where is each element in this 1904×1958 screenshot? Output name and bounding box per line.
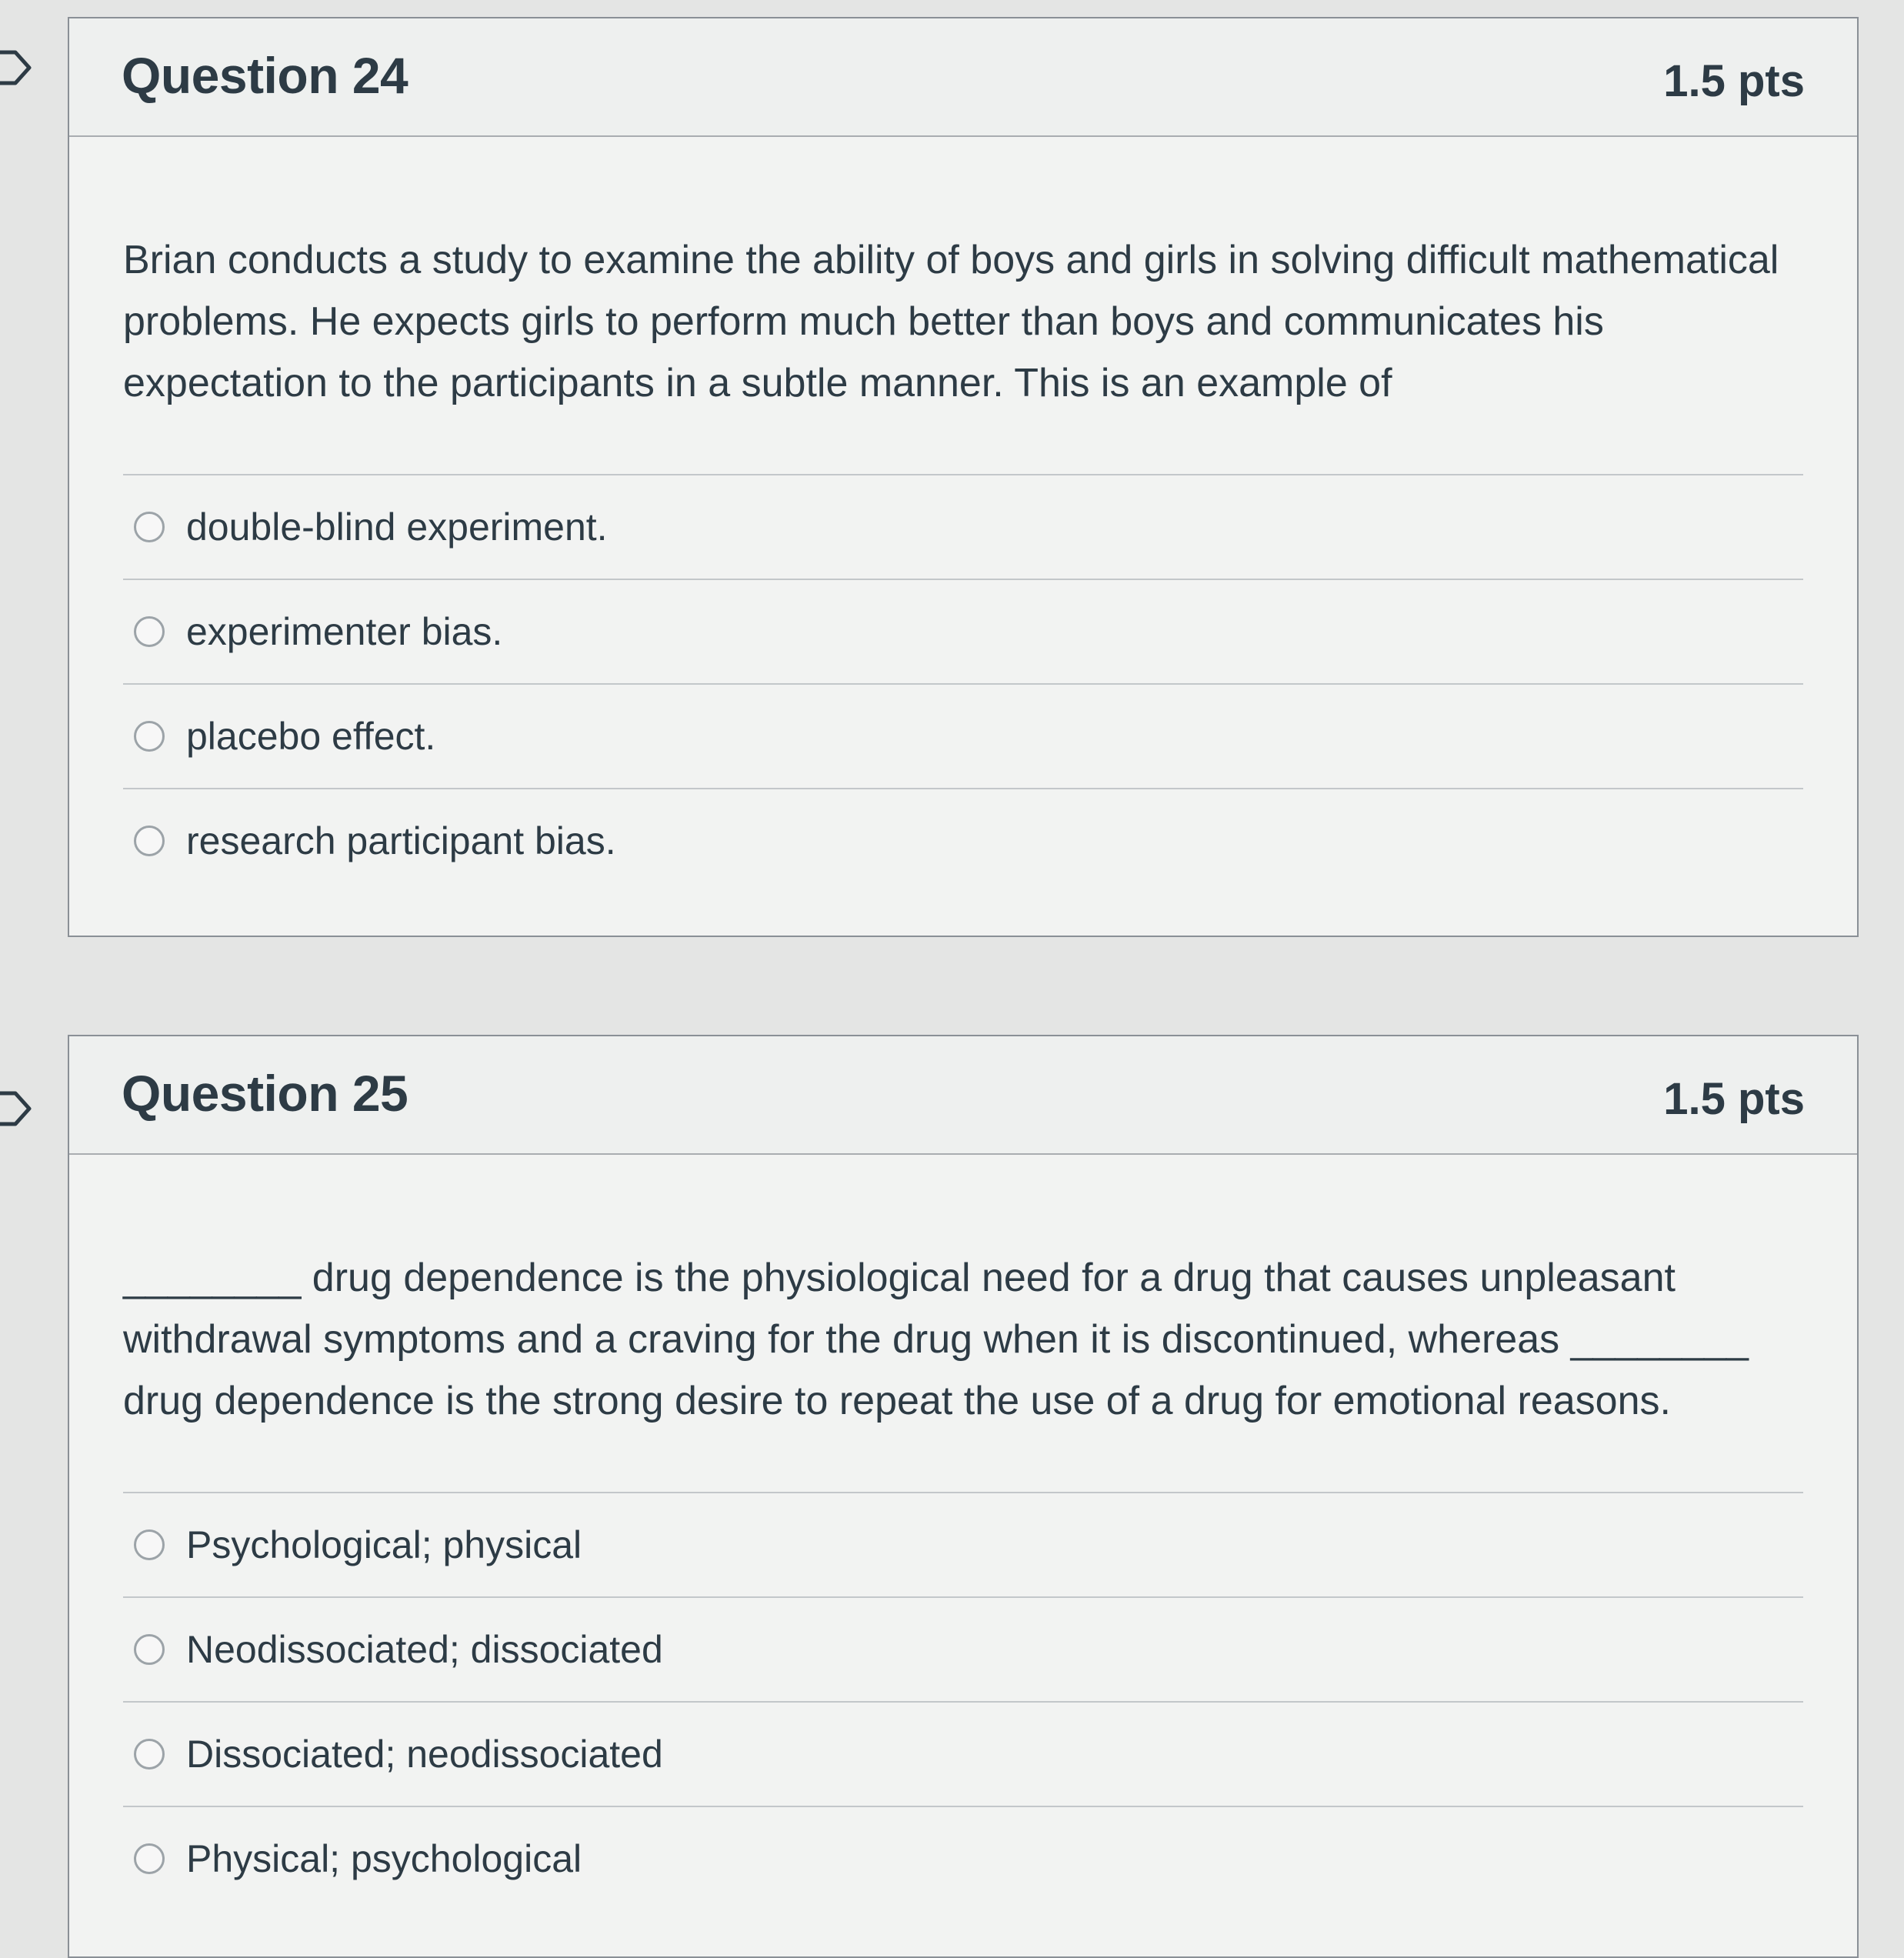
answer-option[interactable] (123, 685, 1803, 789)
answer-option[interactable] (123, 475, 1803, 580)
answer-label[interactable]: Physical; psychological (186, 1837, 582, 1880)
answer-option[interactable] (123, 789, 1803, 892)
answer-option[interactable] (123, 1807, 1803, 1910)
radio-button[interactable] (134, 1634, 165, 1665)
question-header (69, 1036, 1857, 1155)
answer-option[interactable] (123, 1703, 1803, 1807)
question-title: Question 24 (122, 47, 408, 104)
question-text: Brian conducts a study to examine the ability of boys and girls in solving difficult mathematical problems. He expects girls to perform much better than boys and communicates his expectation to the participants in a subtle manner. This is an example of (123, 238, 1779, 405)
radio-button[interactable] (134, 826, 165, 856)
answer-label[interactable]: double-blind experiment. (186, 505, 608, 549)
radio-button[interactable] (134, 1739, 165, 1770)
flag-question-icon[interactable] (0, 1089, 34, 1129)
answer-label[interactable]: Neodissociated; dissociated (186, 1628, 663, 1671)
radio-button[interactable] (134, 1529, 165, 1560)
answer-label[interactable]: research participant bias. (186, 819, 616, 862)
radio-button[interactable] (134, 512, 165, 542)
radio-button[interactable] (134, 616, 165, 647)
answer-label[interactable]: placebo effect. (186, 715, 436, 758)
answer-list (123, 474, 1803, 892)
radio-button[interactable] (134, 1843, 165, 1874)
answer-option[interactable] (123, 1493, 1803, 1598)
radio-button[interactable] (134, 721, 165, 752)
question-body (69, 137, 1857, 892)
question-card (68, 1035, 1859, 1958)
flag-question-icon[interactable] (0, 48, 34, 88)
answer-option[interactable] (123, 1598, 1803, 1703)
question-body (69, 1155, 1857, 1910)
question-points: 1.5 pts (1663, 56, 1805, 106)
answer-option[interactable] (123, 580, 1803, 685)
question-points: 1.5 pts (1663, 1074, 1805, 1124)
answer-list (123, 1492, 1803, 1910)
answer-label[interactable]: Dissociated; neodissociated (186, 1733, 663, 1776)
question-title: Question 25 (122, 1065, 408, 1122)
question-card (68, 17, 1859, 937)
question-text: ________ drug dependence is the physiological need for a drug that causes unpleasant withdrawal symptoms and a craving for the drug when it is discontinued, whereas ________ drug dependence is the strong desire to repeat the use of a drug for emotional reasons. (123, 1256, 1749, 1423)
question-header (69, 18, 1857, 137)
answer-label[interactable]: Psychological; physical (186, 1523, 582, 1566)
answer-label[interactable]: experimenter bias. (186, 610, 503, 653)
